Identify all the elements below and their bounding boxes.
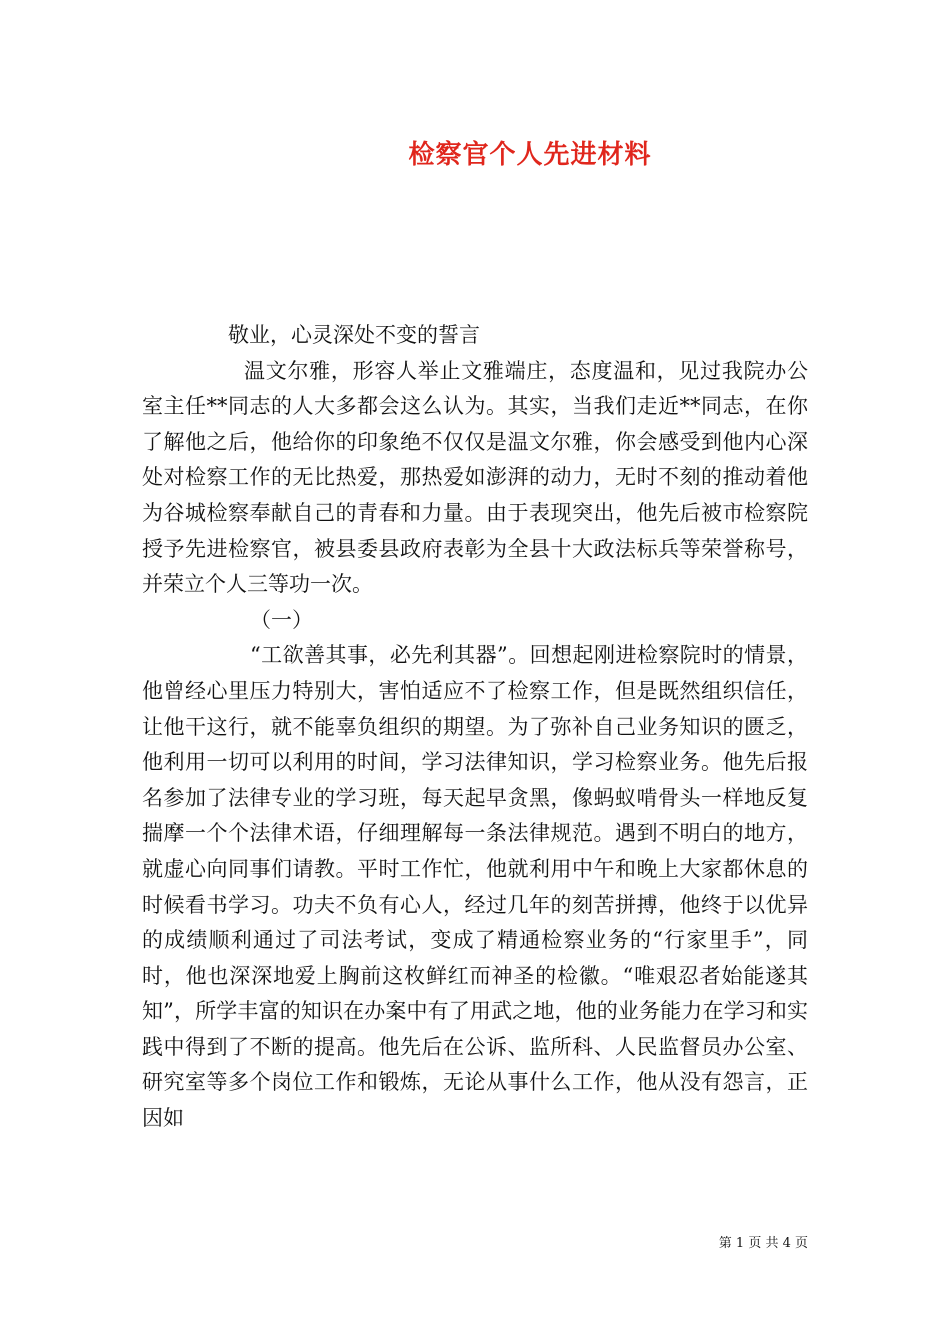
document-body — [142, 318, 808, 1137]
paragraph-1: 温文尔雅，形容人举止文雅端庄，态度温和，见过我院办公室主任**同志的人大多都会这么认为。其实，当我们走近**同志，在你了解他之后，他给你的印象绝不仅仅是温文尔雅，你会感受到他内心深处对检察工作的无比热爱，那热爱如澎湃的动力，无时不刻的推动着他为谷城检察奉献自己的青春和力量。由于表现突出，他先后被市检察院授予先进检察官，被县委县政府表彰为全县十大政法标兵等荣誉称号，并荣立个人三等功一次。 — [142, 358, 808, 597]
paragraph-2: “工欲善其事，必先利其器”。回想起刚进检察院时的情景，他曾经心里压力特别大，害怕适应不了检察工作，但是既然组织信任，让他干这行，就不能辜负组织的期望。为了弥补自己业务知识的匮乏，他利用一切可以利用的时间，学习法律知识，学习检察业务。他先后报名参加了法律专业的学习班，每天起早贪黑，像蚂蚁啃骨头一样地反复揣摩一个个法律术语，仔细理解每一条法律规范。遇到不明白的地方，就虚心向同事们请教。平时工作忙，他就利用中午和晚上大家都休息的时候看书学习。功夫不负有心人，经过几年的刻苦拼搏，他终于以优异的成绩顺利通过了司法考试，变成了精通检察业务的“行家里手”，同时，他也深深地爱上胸前这枚鲜红而神圣的检徽。“唯艰忍者始能遂其知”，所学丰富的知识在办案中有了用武之地，他的业务能力在学习和实践中得到了不断的提高。他先后在公诉、监所科、人民监督员办公室、研究室等多个岗位工作和锻炼，无论从事什么工作，他从没有怨言，正因如 — [142, 643, 808, 1131]
page-number: 第 1 页 共 4 页 — [718, 1236, 808, 1251]
document-subtitle: 敬业，心灵深处不变的誓言 — [228, 323, 480, 347]
section-marker: （一） — [250, 607, 313, 632]
document-title: 检察官个人先进材料 — [408, 140, 652, 170]
